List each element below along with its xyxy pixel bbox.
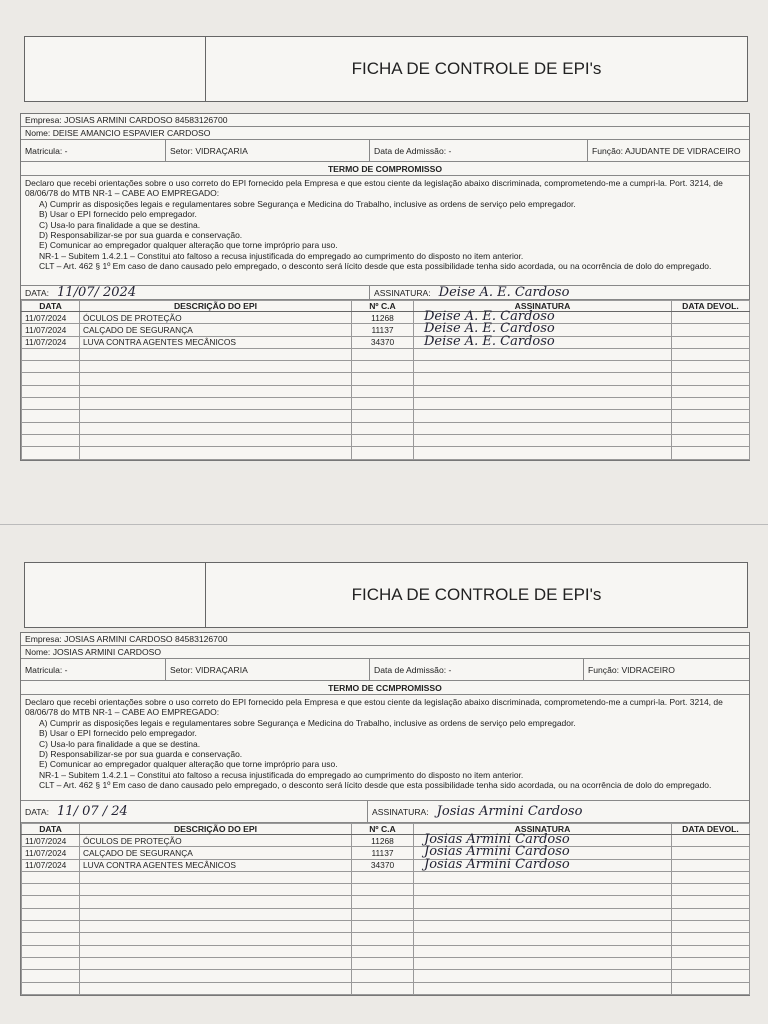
row-date: 11/07/2024 [22,336,80,348]
col-data-devol: DATA DEVOL. [672,824,750,835]
table-row [22,835,750,847]
table-row [22,859,750,871]
form-body [20,113,750,461]
row-devol [672,336,750,348]
matricula-field: Matricula: - [25,664,68,675]
row-ca: 34370 [352,336,414,348]
funcao-field: Função: AJUDANTE DE VIDRACEIRO [587,140,749,161]
col-assinatura: ASSINATURA [414,301,672,312]
termo-title: TERMO DE CCMPROMISSO [328,682,442,693]
empresa-field: Empresa: JOSIAS ARMINI CARDOSO 84583126700 [25,115,228,125]
termo-nr1: NR-1 – Subitem 1.4.2.1 – Constitui ato faltoso a recusa injustificada do empregado ao cumprimento do disposto no item anterior. [39,250,524,261]
empty-row [22,921,750,933]
termo-item-a: A) Cumprir as disposições legais e regulamentares sobre Segurança e Medicina do Trabalho, inclusive as ordens de serviço pelo empregador. [39,717,576,728]
row-devol [672,312,750,324]
empresa-field: Empresa: JOSIAS ARMINI CARDOSO 84583126700 [25,634,228,644]
row-signature [414,856,672,872]
epi-table [21,823,750,995]
funcao-field: Função: VIDRACEIRO [583,659,749,680]
col-data: DATA [22,824,80,835]
setor-field: Setor: VIDRAÇARIA [165,659,369,680]
title-box [24,562,748,628]
row-date: 11/07/2024 [22,324,80,336]
empty-row [22,422,750,434]
row-signature [414,333,672,349]
empty-row [22,410,750,422]
signature-text: Deise A. E. Cardoso [424,333,555,349]
handwritten-signature: Deise A. E. Cardoso [438,285,570,300]
row-devol [672,835,750,847]
termo-item-b: B) Usar o EPI fornecido pelo empregador. [39,728,197,739]
empty-row [22,896,750,908]
logo-area [25,563,206,627]
termo-nr1: NR-1 – Subitem 1.4.2.1 – Constitui ato faltoso a recusa injustificada do empregado ao cumprimento do disposto no item anterior. [39,769,524,780]
signature-text: Josias Armini Cardoso [424,832,570,847]
termo-item-d: D) Responsabilizar-se por sua guarda e conservação. [39,749,243,760]
table-row [22,847,750,859]
col-descricao: DESCRIÇÃO DO EPI [80,824,352,835]
empty-row [22,957,750,969]
termo-item-e: E) Comunicar ao empregador qualquer alteração que torne impróprio para uso. [39,759,338,770]
signature-text: Josias Armini Cardoso [424,844,570,860]
table-row [22,336,750,348]
termo-intro: Declaro que recebi orientações sobre o uso correto do EPI fornecido pela Empresa e que estou ciente da legislação abaixo discriminada, comprometendo-me a cumpri-la. Port. 3214, de 08/06/78 do MTB NR-1 – CABE AO EMPREGADO: [25,178,723,199]
nome-field: Nome: JOSIAS ARMINI CARDOSO [25,647,162,657]
empty-row [22,970,750,982]
empty-row [22,373,750,385]
termo-item-c: C) Usa-lo para finalidade a que se destina. [39,738,201,749]
termo-text [21,176,749,286]
row-ca: 34370 [352,859,414,871]
empty-row [22,945,750,957]
cut-line [0,524,768,525]
handwritten-date: 11/07/ 2024 [57,285,137,300]
row-devol [672,324,750,336]
empty-row [22,884,750,896]
form-title: FICHA DE CONTROLE DE EPI's [351,59,602,78]
assinatura-label: ASSINATURA: [374,287,431,298]
row-ca: 11268 [352,312,414,324]
col-ca: Nº C.A [352,301,414,312]
logo-area [25,37,206,101]
empty-row [22,871,750,883]
row-date: 11/07/2024 [22,835,80,847]
empty-row [22,982,750,994]
empty-row [22,385,750,397]
row-desc: CALÇADO DE SEGURANÇA [80,847,352,859]
assinatura-label: ASSINATURA: [372,806,429,817]
col-descricao: DESCRIÇÃO DO EPI [80,301,352,312]
col-data: DATA [22,301,80,312]
nome-field: Nome: DEISE AMANCIO ESPAVIER CARDOSO [25,128,211,138]
termo-clt: CLT – Art. 462 § 1º Em caso de dano causado pelo empregado, o desconto será lícito desde que esta possibilidade tenha sido acordada, ou na ocorrência de dolo do empregado. [39,261,712,272]
empty-row [22,434,750,446]
row-ca: 11137 [352,324,414,336]
form-body [20,632,750,996]
col-ca: Nº C.A [352,824,414,835]
termo-title: TERMO DE COMPROMISSO [327,163,443,174]
empty-row [22,447,750,459]
row-ca: 11137 [352,847,414,859]
table-row [22,324,750,336]
date-label: DATA: [25,287,50,298]
row-date: 11/07/2024 [22,859,80,871]
empty-row [22,908,750,920]
handwritten-signature: Josias Armini Cardoso [436,804,583,819]
row-date: 11/07/2024 [22,847,80,859]
row-ca: 11268 [352,835,414,847]
epi-table [21,300,750,460]
empty-row [22,348,750,360]
title-box [24,36,748,102]
row-desc: ÓCULOS DE PROTEÇÃO [80,835,352,847]
row-desc: LUVA CONTRA AGENTES MECÂNICOS [80,336,352,348]
form-title: FICHA DE CONTROLE DE EPI's [351,585,602,604]
termo-item-c: C) Usa-lo para finalidade a que se destina. [39,219,201,230]
termo-item-d: D) Responsabilizar-se por sua guarda e conservação. [39,230,243,241]
row-devol [672,859,750,871]
termo-item-e: E) Comunicar ao empregador qualquer alteração que torne impróprio para uso. [39,240,338,251]
admissao-field: Data de Admissão: - [369,140,587,161]
table-row [22,312,750,324]
setor-field: Setor: VIDRAÇARIA [165,140,369,161]
empty-row [22,361,750,373]
termo-clt: CLT – Art. 462 § 1º Em caso de dano causado pelo empregado, o desconto será lícito desde que esta possibilidade tenha sido acordada, ou na ocorrência de dolo do empregado. [39,780,712,791]
row-date: 11/07/2024 [22,312,80,324]
handwritten-date: 11/ 07 / 24 [57,804,128,819]
row-desc: CALÇADO DE SEGURANÇA [80,324,352,336]
col-data-devol: DATA DEVOL. [672,301,750,312]
col-assinatura: ASSINATURA [414,824,672,835]
date-label: DATA: [25,806,50,817]
termo-item-b: B) Usar o EPI fornecido pelo empregador. [39,209,197,220]
termo-intro: Declaro que recebi orientações sobre o uso correto do EPI fornecido pela Empresa e que estou ciente da legislação abaixo discriminada, comprometendo-me a cumpri-la. Port. 3214, de 08/06/78 do MTB NR-1 – CABE AO EMPREGADO: [25,697,723,718]
signature-text: Deise A. E. Cardoso [424,321,555,337]
termo-text [21,695,749,801]
matricula-field: Matricula: - [25,145,68,156]
signature-text: Josias Armini Cardoso [424,856,570,872]
admissao-field: Data de Admissão: - [369,659,583,680]
empty-row [22,398,750,410]
signature-text: Deise A. E. Cardoso [424,309,555,324]
row-desc: LUVA CONTRA AGENTES MECÂNICOS [80,859,352,871]
row-devol [672,847,750,859]
empty-row [22,933,750,945]
termo-item-a: A) Cumprir as disposições legais e regulamentares sobre Segurança e Medicina do Trabalho, inclusive as ordens de serviço pelo empregador. [39,198,576,209]
row-desc: ÓCULOS DE PROTEÇÃO [80,312,352,324]
